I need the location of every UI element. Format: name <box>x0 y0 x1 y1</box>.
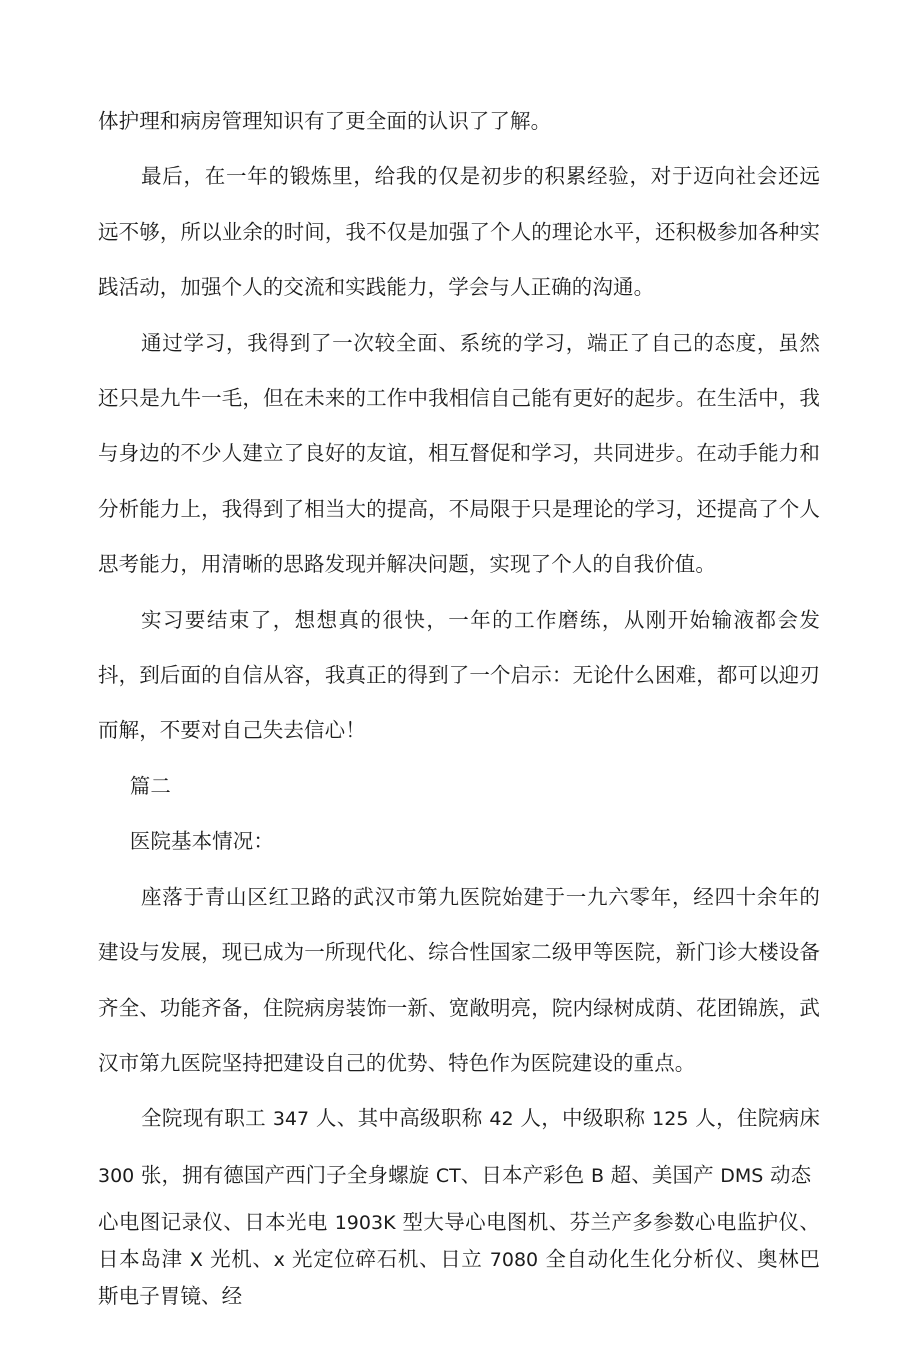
paragraph-hospital-description: 座落于青山区红卫路的武汉市第九医院始建于一九六零年，经四十余年的建设与发展，现已成为一所现代化、综合性国家二级甲等医院，新门诊大楼设备齐全、功能齐备，住院病房装饰一新、宽敞明亮，院内绿树成荫、花团锦族，武汉市第九医院坚持把建设自己的优势、特色作为医院建设的重点。 <box>98 884 820 1075</box>
paragraph-equipment-list: 心电图记录仪、日本光电 1903K 型大导心电图机、芬兰产多参数心电监护仪、日本岛津 X 光机、x 光定位碎石机、日立 7080 全自动化生化分析仪、奥林巴斯电子胃镜、经 <box>98 1210 820 1309</box>
paragraph-closing-understanding: 体护理和病房管理知识有了更全面的认识了了解。 <box>98 109 552 133</box>
inline-latin-run: DMS <box>720 1164 764 1187</box>
paragraph-staff-and-equipment: 全院现有职工 347 人、其中高级职称 42 人，中级职称 125 人，住院病床 300 张，拥有德国产西门子全身螺旋 CT、日本产彩色 B 超、美国产 DMS 动态 <box>98 1106 820 1187</box>
inline-latin-run: 1903K <box>334 1212 396 1235</box>
inline-latin-run: 7080 <box>489 1249 539 1272</box>
inline-latin-run: CT <box>435 1164 461 1187</box>
paragraph-final-reflection: 最后，在一年的锻炼里，给我的仅是初步的积累经验，对于迈向社会还远远不够，所以业余的时间，我不仅是加强了个人的理论水平，还积极参加各种实践活动，加强个人的交流和实践能力，学会与人正确的沟通。 <box>98 164 820 300</box>
inline-latin-run: 42 <box>489 1108 514 1131</box>
inline-latin-run: 300 <box>98 1164 135 1187</box>
inline-latin-run: x <box>273 1249 285 1272</box>
section-heading-pian-er: 篇二 <box>129 773 171 798</box>
heading-hospital-overview: 医院基本情况： <box>129 829 274 854</box>
inline-latin-run: B <box>591 1164 605 1187</box>
inline-latin-run: X <box>189 1249 203 1272</box>
inline-latin-run: 347 <box>272 1108 310 1131</box>
document-text-body <box>98 94 820 1314</box>
inline-latin-run: 125 <box>652 1108 689 1131</box>
paragraph-internship-ending: 实习要结束了，想想真的很快，一年的工作磨练，从刚开始输液都会发抖，到后面的自信从容，我真正的得到了一个启示：无论什么困难，都可以迎刃而解，不要对自己失去信心！ <box>98 607 820 743</box>
paragraph-through-study: 通过学习，我得到了一次较全面、系统的学习，端正了自己的态度，虽然还只是九牛一毛，但在未来的工作中我相信自己能有更好的起步。在生活中，我与身边的不少人建立了良好的友谊，相互督促和学习，共同进步。在动手能力和分析能力上，我得到了相当大的提高，不局限于只是理论的学习，还提高了个人思考能力，用清晰的思路发现并解决问题，实现了个人的自我价值。 <box>98 330 820 577</box>
